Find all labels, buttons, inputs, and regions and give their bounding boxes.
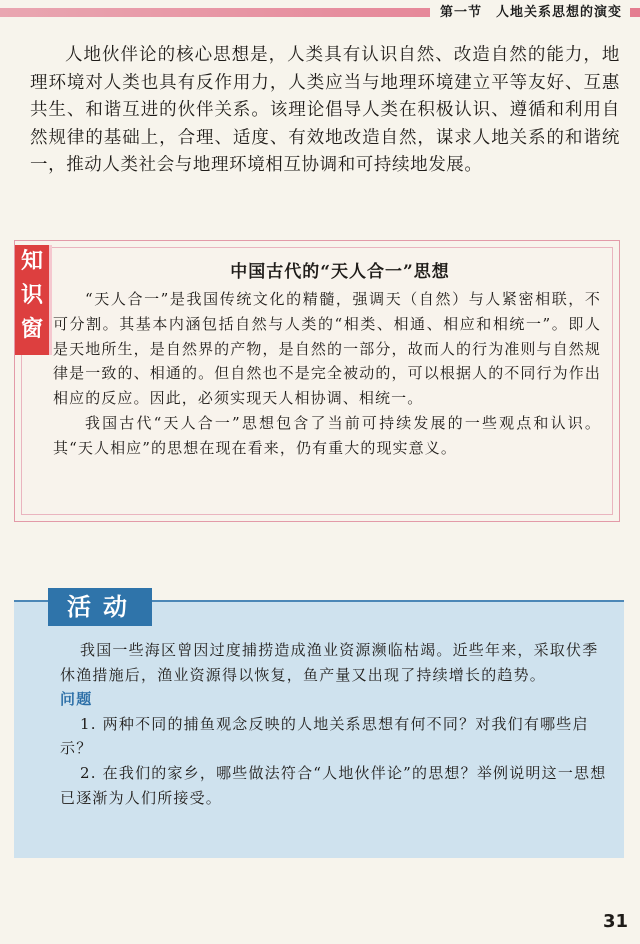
tab-char: 窗 bbox=[20, 317, 43, 342]
knowledge-paragraph: “天人合一”是我国传统文化的精髓，强调天（自然）与人紧密相联，不可分割。其基本内涵包括自然与人类的“相类、相通、相应和相统一”。即人是天地所生，是自然界的产物，是自然的一部分，故而人的行为准则与自然规律是一致的、相通的。但自然也不是完全被动的，可以根据人的不同行为作出相应的反应。因此，必须实现天人相协调、相统一。 bbox=[53, 290, 601, 408]
tab-char: 识 bbox=[20, 283, 43, 308]
knowledge-window-title: 中国古代的“天人合一”思想 bbox=[230, 262, 450, 282]
page-number: 31 bbox=[602, 911, 628, 932]
activity-body bbox=[60, 638, 608, 810]
knowledge-window-tab bbox=[15, 245, 52, 355]
question-item: 2. 在我们的家乡，哪些做法符合“人地伙伴论”的思想？举例说明这一思想已逐渐为人们所接受。 bbox=[60, 763, 607, 807]
intro-paragraph: 人地伙伴论的核心思想是，人类具有认识自然、改造自然的能力，地理环境对人类也具有反作用力，人类应当与地理环境建立平等友好、互惠共生、和谐互进的伙伴关系。该理论倡导人类在积极认识、遵循和利用自然规律的基础上，合理、适度、有效地改造自然，谋求人地关系的和谐统一，推动人类社会与地理环境相互协调和可持续地发展。 bbox=[30, 45, 620, 176]
activity-intro: 我国一些海区曾因过度捕捞造成渔业资源濒临枯竭。近些年来，采取伏季休渔措施后，渔业资源得以恢复，鱼产量又出现了持续增长的趋势。 bbox=[60, 641, 599, 684]
tab-char: 知 bbox=[20, 249, 43, 274]
question-label: 问题 bbox=[60, 690, 93, 709]
activity-tab: 活动 bbox=[48, 588, 152, 626]
section-title: 第一节 人地关系思想的演变 bbox=[430, 4, 630, 22]
activity-box bbox=[14, 593, 624, 858]
question-item: 1. 两种不同的捕鱼观念反映的人地关系思想有何不同？对我们有哪些启示？ bbox=[60, 714, 589, 758]
knowledge-window-body bbox=[53, 287, 601, 461]
knowledge-window bbox=[14, 240, 620, 522]
page-header bbox=[0, 0, 640, 26]
knowledge-paragraph: 我国古代“天人合一”思想包含了当前可持续发展的一些观点和认识。其“天人相应”的思想在现在看来，仍有重大的现实意义。 bbox=[53, 413, 601, 457]
